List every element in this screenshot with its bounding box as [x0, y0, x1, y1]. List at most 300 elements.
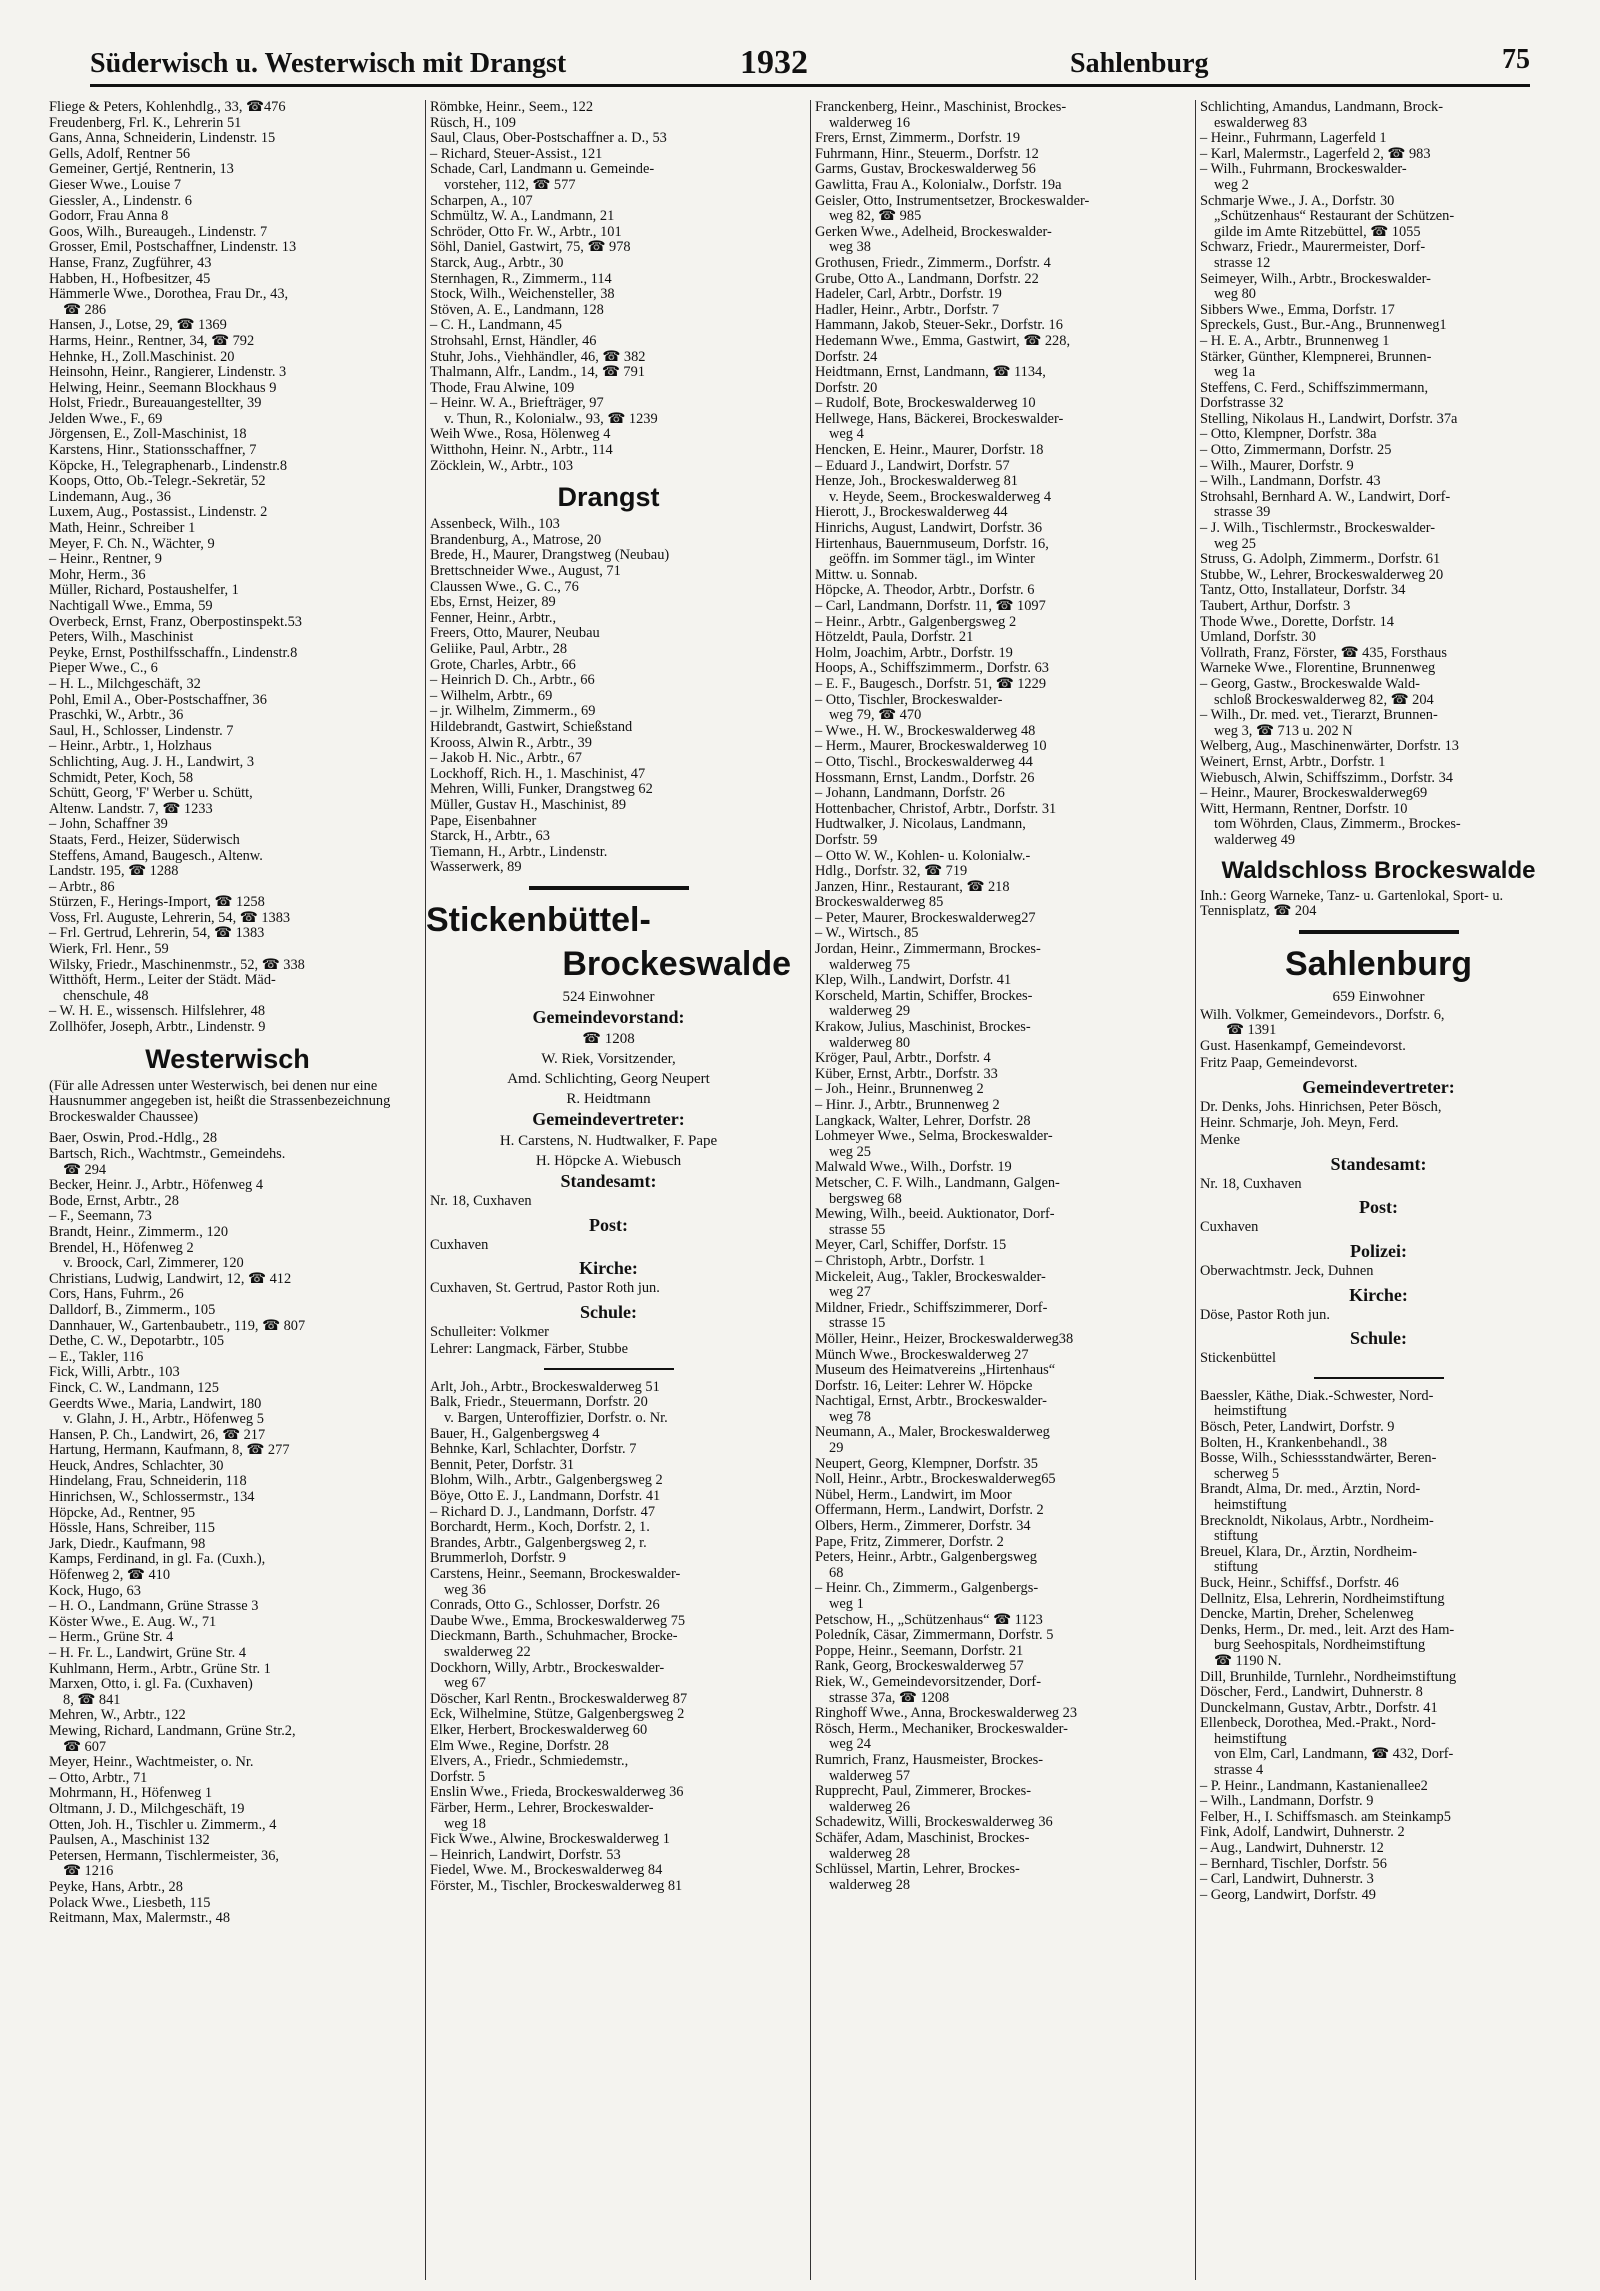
directory-entry: Schlüssel, Martin, Lehrer, Brockes- [815, 1862, 1020, 1878]
directory-entry: strasse 37a, ☎ 1208 [829, 1690, 950, 1706]
directory-entry: walderweg 16 [829, 115, 911, 131]
directory-entry: Dencke, Martin, Dreher, Schelenweg [1200, 1607, 1414, 1623]
directory-entry: Weih Wwe., Rosa, Hölenweg 4 [430, 427, 611, 443]
directory-entry: ☎ 294 [63, 1162, 107, 1178]
directory-entry: Bauer, H., Galgenbergsweg 4 [430, 1426, 600, 1442]
directory-entry: gilde im Amte Ritzebüttel, ☎ 1055 [1214, 224, 1421, 240]
directory-entry: – H. E. A., Arbtr., Brunnenweg 1 [1200, 333, 1390, 349]
directory-entry: v. Heyde, Seem., Brockeswalderweg 4 [829, 489, 1052, 505]
directory-entry: Holst, Friedr., Bureauangestellter, 39 [49, 396, 262, 412]
polizei-line: Oberwachtmstr. Jeck, Duhnen [1200, 1263, 1374, 1280]
directory-entry: Fiedel, Wwe. M., Brockeswalderweg 84 [430, 1863, 663, 1879]
directory-entry: Poledník, Cäsar, Zimmermann, Dorfstr. 5 [815, 1628, 1054, 1644]
directory-entry: Brettschneider Wwe., August, 71 [430, 564, 621, 580]
directory-entry: Gans, Anna, Schneiderin, Lindenstr. 15 [49, 131, 276, 147]
directory-entry: Otten, Joh. H., Tischler u. Zimmerm., 4 [49, 1817, 277, 1833]
directory-entry: Dorfstr. 59 [815, 832, 878, 848]
directory-entry: Hossmann, Ernst, Landm., Dorfstr. 26 [815, 770, 1035, 786]
directory-entry: Rösch, Herm., Mechaniker, Brockeswalder- [815, 1721, 1068, 1737]
directory-entry: Gieser Wwe., Louise 7 [49, 177, 182, 193]
directory-entry: – Heinr. W. A., Briefträger, 97 [430, 396, 604, 412]
directory-entry: – P. Heinr., Landmann, Kastanienallee2 [1200, 1778, 1428, 1794]
directory-entry: Goos, Wilh., Bureaugeh., Lindenstr. 7 [49, 224, 268, 240]
entry-list [1196, 100, 1561, 849]
directory-entry: Witthöft, Herm., Leiter der Städt. Mäd- [49, 973, 276, 989]
directory-entry: Fick Wwe., Alwine, Brockeswalderweg 1 [430, 1832, 670, 1848]
entry-list [426, 517, 791, 876]
header-title-left: Süderwisch u. Westerwisch mit Drangst [90, 48, 567, 79]
directory-entry: Münch Wwe., Brockeswalderweg 27 [815, 1347, 1029, 1363]
directory-entry: Mewing, Richard, Landmann, Grüne Str.2, [49, 1723, 296, 1739]
directory-entry: Elm Wwe., Regine, Dorfstr. 28 [430, 1738, 609, 1754]
directory-entry: weg 25 [1214, 536, 1256, 552]
directory-entry: Fick, Willi, Arbtr., 103 [49, 1365, 180, 1381]
header-year: 1932 [740, 44, 808, 81]
directory-entry: Stubbe, W., Lehrer, Brockeswalderweg 20 [1200, 567, 1444, 583]
gemeindevertreter-line: H. Carstens, N. Hudtwalker, F. Pape [499, 1132, 718, 1149]
directory-entry: Balk, Friedr., Steuermann, Dorfstr. 20 [430, 1395, 648, 1411]
directory-entry: Holm, Joachim, Arbtr., Dorfstr. 19 [815, 645, 1013, 661]
directory-entry: Thalmann, Alfr., Landm., 14, ☎ 791 [430, 365, 645, 381]
directory-entry: ☎ 607 [63, 1739, 107, 1755]
directory-entry: Grube, Otto A., Landmann, Dorfstr. 22 [815, 271, 1039, 287]
gemeindevorstand-title: Gemeindevorstand: [532, 1006, 685, 1027]
directory-entry: Gemeiner, Gertjé, Rentnerin, 13 [49, 162, 234, 178]
section-title-westerwisch: Westerwisch [145, 1043, 310, 1074]
standesamt-line: Nr. 18, Cuxhaven [1200, 1175, 1302, 1192]
directory-entry: Hansen, J., Lotse, 29, ☎ 1369 [49, 318, 227, 334]
directory-entry: Klep, Wilh., Landwirt, Dorfstr. 41 [815, 973, 1012, 989]
directory-entry: heimstiftung [1214, 1497, 1287, 1513]
directory-entry: Mehren, W., Arbtr., 122 [49, 1708, 186, 1724]
directory-entry: Schade, Carl, Landmann u. Gemeinde- [430, 162, 655, 178]
directory-entry: – Heinr. Ch., Zimmerm., Galgenbergs- [815, 1581, 1039, 1597]
directory-entry: Warneke Wwe., Florentine, Brunnenweg [1200, 661, 1436, 677]
directory-entry: Mehren, Willi, Funker, Drangstweg 62 [430, 782, 653, 798]
directory-entry: Witthohn, Heinr. N., Arbtr., 114 [430, 443, 613, 459]
directory-entry: Bartsch, Rich., Wachtmstr., Gemeindehs. [49, 1147, 286, 1162]
directory-entry: – Wilhelm, Arbtr., 69 [430, 688, 553, 704]
directory-entry: weg 1a [1214, 365, 1256, 381]
directory-entry: Brummerloh, Dorfstr. 9 [430, 1551, 566, 1567]
directory-entry: Spreckels, Gust., Bur.-Ang., Brunnenweg1 [1200, 318, 1447, 334]
directory-entry: Stuhr, Johs., Viehhändler, 46, ☎ 382 [430, 349, 646, 365]
directory-entry: Schlichting, Aug. J. H., Landwirt, 3 [49, 754, 255, 770]
directory-entry: Dorfstr. 16, Leiter: Lehrer W. Höpcke [815, 1378, 1033, 1394]
directory-entry: Nachtigal, Ernst, Arbtr., Brockeswalder- [815, 1394, 1047, 1410]
directory-entry: Fuhrmann, Hinr., Steuerm., Dorfstr. 12 [815, 146, 1039, 162]
directory-entry: weg 82, ☎ 985 [829, 209, 922, 225]
gemeindevertreter-line: Heinr. Schmarje, Joh. Meyn, Ferd. [1200, 1114, 1399, 1131]
entry-list [45, 1131, 410, 1926]
gemeindevorstand-line: R. Heidtmann [566, 1090, 651, 1107]
directory-entry: – J. Wilh., Tischlermstr., Brockeswalder- [1200, 521, 1436, 537]
directory-entry: Dill, Brunhilde, Turnlehr., Nordheimstiftung [1200, 1669, 1457, 1685]
directory-entry: Eck, Wilhelmine, Stütze, Galgenbergsweg 2 [430, 1707, 685, 1723]
directory-entry: Umland, Dorfstr. 30 [1200, 630, 1316, 646]
directory-entry: Schwarz, Friedr., Maurermeister, Dorf- [1200, 240, 1426, 256]
kirche-title: Kirche: [579, 1258, 638, 1279]
directory-entry: – W. H. E., wissensch. Hilfslehrer, 48 [49, 1004, 266, 1020]
directory-entry: stiftung [1214, 1529, 1258, 1545]
directory-entry: – jr. Wilhelm, Zimmerm., 69 [430, 704, 596, 720]
directory-entry: – Heinr., Rentner, 9 [49, 552, 162, 568]
directory-entry: Dunckelmann, Gustav, Arbtr., Dorfstr. 41 [1200, 1700, 1438, 1716]
directory-entry: Kröger, Paul, Arbtr., Dorfstr. 4 [815, 1051, 991, 1067]
directory-entry: Finck, C. W., Landmann, 125 [49, 1380, 219, 1396]
directory-entry: Witt, Hermann, Rentner, Dorfstr. 10 [1200, 801, 1408, 817]
gemeindevertreter-title: Gemeindevertreter: [1302, 1077, 1455, 1098]
directory-entry: Becker, Heinr. J., Arbtr., Höfenweg 4 [49, 1178, 264, 1194]
directory-entry: Starck, Aug., Arbtr., 30 [430, 255, 564, 271]
directory-entry: Ebs, Ernst, Heizer, 89 [430, 595, 556, 611]
standesamt-title: Standesamt: [1330, 1153, 1427, 1174]
directory-entry: Struss, G. Adolph, Zimmerm., Dorfstr. 61 [1200, 552, 1441, 568]
directory-entry: weg 25 [829, 1144, 871, 1160]
directory-entry: Böye, Otto E. J., Landmann, Dorfstr. 41 [430, 1489, 661, 1505]
directory-entry: Mildner, Friedr., Schiffszimmerer, Dorf- [815, 1300, 1048, 1316]
directory-entry: Staats, Ferd., Heizer, Süderwisch [49, 832, 240, 848]
directory-entry: Bennit, Peter, Dorfstr. 31 [430, 1457, 575, 1473]
directory-entry: – H. Fr. L., Landwirt, Grüne Str. 4 [49, 1646, 247, 1661]
directory-entry: Schröder, Otto Fr. W., Arbtr., 101 [430, 224, 622, 240]
directory-entry: – Carl, Landwirt, Duhnerstr. 3 [1200, 1872, 1374, 1888]
directory-entry: Offermann, Herm., Landwirt, Dorfstr. 2 [815, 1503, 1044, 1519]
directory-entry: Hötzeldt, Paula, Dorfstr. 21 [815, 630, 974, 646]
directory-entry: Bösch, Peter, Landwirt, Dorfstr. 9 [1200, 1420, 1395, 1435]
directory-entry: Döscher, Ferd., Landwirt, Duhnerstr. 8 [1200, 1685, 1423, 1701]
directory-entry: Felber, H., I. Schiffsmasch. am Steinkamp5 [1200, 1809, 1451, 1825]
directory-entry: Gerken Wwe., Adelheid, Brockeswalder- [815, 224, 1052, 240]
directory-entry: Peyke, Hans, Arbtr., 28 [49, 1879, 183, 1895]
section-title-drangst: Drangst [557, 482, 660, 513]
directory-entry: Frers, Ernst, Zimmerm., Dorfstr. 19 [815, 131, 1021, 147]
directory-entry: Hartung, Hermann, Kaufmann, 8, ☎ 277 [49, 1443, 290, 1459]
directory-entry: „Schützenhaus“ Restaurant der Schützen- [1214, 209, 1455, 225]
directory-entry: Fink, Adolf, Landwirt, Duhnerstr. 2 [1200, 1825, 1405, 1841]
directory-entry: Tiemann, H., Arbtr., Lindenstr. [430, 844, 608, 860]
directory-entry: Brendel, H., Höfenweg 2 [49, 1240, 194, 1256]
gemeindevertreter-line: Menke [1200, 1132, 1240, 1149]
directory-entry: Dorfstr. 5 [430, 1769, 486, 1785]
directory-entry: Hammann, Jakob, Steuer-Sekr., Dorfstr. 16 [815, 318, 1063, 334]
directory-entry: Dorfstr. 24 [815, 349, 878, 365]
directory-entry: 8, ☎ 841 [63, 1692, 121, 1708]
directory-entry: v. Glahn, J. H., Arbtr., Höfenweg 5 [63, 1412, 264, 1428]
header-title-right: Sahlenburg [1070, 48, 1209, 79]
directory-entry: walderweg 26 [829, 1799, 911, 1815]
directory-entry: – Wilh., Maurer, Dorfstr. 9 [1200, 458, 1354, 474]
directory-entry: – Bernhard, Tischler, Dorfstr. 56 [1200, 1856, 1387, 1872]
directory-entry: Voss, Frl. Auguste, Lehrerin, 54, ☎ 1383 [49, 910, 291, 926]
directory-entry: Neupert, Georg, Klempner, Dorfstr. 35 [815, 1456, 1038, 1472]
directory-entry: Küber, Ernst, Arbtr., Dorfstr. 33 [815, 1066, 998, 1082]
directory-entry: Strohsahl, Ernst, Händler, 46 [430, 333, 597, 349]
directory-entry: – Otto, Arbtr., 71 [49, 1770, 148, 1786]
directory-entry: – John, Schaffner 39 [49, 817, 168, 833]
directory-entry: Stöven, A. E., Landmann, 128 [430, 302, 604, 318]
gemeindevorstand-phone: ☎ 1208 [582, 1030, 635, 1047]
waldschloss-text: Inh.: Georg Warneke, Tanz- u. Gartenlokal, Sport- u. Tennisplatz, ☎ 204 [1200, 887, 1504, 920]
directory-entry: Hdlg., Dorfstr. 32, ☎ 719 [815, 864, 968, 880]
directory-entry: – Heinr., Maurer, Brockeswalderweg69 [1200, 786, 1428, 802]
directory-entry: Lohmeyer Wwe., Selma, Brockeswalder- [815, 1129, 1053, 1145]
directory-entry: Mittw. u. Sonnab. [815, 567, 918, 583]
directory-entry: – C. H., Landmann, 45 [430, 318, 562, 334]
directory-entry: von Elm, Carl, Landmann, ☎ 432, Dorf- [1214, 1747, 1454, 1763]
directory-entry: Praschki, W., Arbtr., 36 [49, 708, 184, 724]
section-title-sahlenburg: Sahlenburg [1284, 944, 1473, 983]
directory-entry: Taubert, Arthur, Dorfstr. 3 [1200, 599, 1351, 614]
directory-entry: – Rudolf, Bote, Brockeswalderweg 10 [815, 396, 1036, 412]
directory-entry: Pape, Fritz, Zimmerer, Dorfstr. 2 [815, 1534, 1004, 1550]
directory-entry: Kamps, Ferdinand, in gl. Fa. (Cuxh.), [49, 1552, 266, 1568]
directory-entry: Wiebusch, Alwin, Schiffszimm., Dorfstr. 34 [1200, 770, 1453, 786]
directory-entry: – Wilh., Landmann, Dorfstr. 43 [1200, 474, 1381, 490]
schule-title: Schule: [1349, 1328, 1407, 1349]
directory-entry: walderweg 28 [829, 1846, 911, 1862]
directory-entry: Fenner, Heinr., Arbtr., [430, 610, 557, 626]
directory-entry: Karstens, Hinr., Stationsschaffner, 7 [49, 443, 257, 459]
directory-entry: Hehnke, H., Zoll.Maschinist. 20 [49, 349, 235, 365]
directory-entry: Stelling, Nikolaus H., Landwirt, Dorfstr. 37a [1200, 411, 1458, 427]
directory-entry: swalderweg 22 [444, 1644, 531, 1660]
directory-entry: bergsweg 68 [829, 1191, 902, 1207]
directory-entry: weg 27 [829, 1285, 871, 1301]
directory-entry: weg 78 [829, 1409, 871, 1425]
directory-entry: Elker, Herbert, Brockeswalderweg 60 [430, 1722, 648, 1738]
directory-entry: strasse 55 [829, 1222, 886, 1238]
directory-entry: Noll, Heinr., Arbtr., Brockeswalderweg65 [815, 1472, 1056, 1488]
directory-entry: Geliike, Paul, Arbtr., 28 [430, 642, 568, 657]
directory-entry: Hössle, Hans, Schreiber, 115 [49, 1521, 215, 1537]
directory-entry: weg 38 [829, 240, 871, 256]
column-1 [45, 100, 410, 2280]
directory-entry: burg Seehospitals, Nordheimstiftung [1214, 1638, 1426, 1654]
directory-entry: Dorfstr. 20 [815, 380, 878, 396]
page-number: 75 [1502, 44, 1530, 75]
entry-list [1196, 1389, 1561, 1904]
directory-entry: Heinsohn, Heinr., Rangierer, Lindenstr. 3 [49, 365, 287, 381]
gemeindevorstand-line: Fritz Paap, Gemeindevorst. [1200, 1055, 1358, 1072]
directory-columns [45, 100, 1565, 2280]
directory-entry: – Peter, Maurer, Brockeswalderweg27 [815, 910, 1036, 926]
directory-entry: Brandt, Heinr., Zimmerm., 120 [49, 1224, 229, 1240]
directory-entry: Thode, Frau Alwine, 109 [430, 380, 575, 396]
schule-line: Stickenbüttel [1200, 1350, 1276, 1367]
directory-entry: Hinrichs, August, Landwirt, Dorfstr. 36 [815, 521, 1043, 537]
schule-line: Schulleiter: Volkmer [430, 1323, 549, 1340]
directory-entry: – Arbtr., 86 [49, 879, 115, 895]
directory-entry: Dieckmann, Barth., Schuhmacher, Brocke- [430, 1629, 678, 1645]
directory-entry: Koops, Otto, Ob.-Telegr.-Sekretär, 52 [49, 474, 266, 490]
directory-entry: Steffens, Amand, Baugesch., Altenw. [49, 848, 263, 864]
directory-entry: Helwing, Heinr., Seemann Blockhaus 9 [49, 380, 277, 396]
directory-entry: weg 3, ☎ 713 u. 202 N [1214, 723, 1353, 739]
directory-entry: Höfenweg 2, ☎ 410 [49, 1568, 171, 1584]
directory-entry: – Carl, Landmann, Dorfstr. 11, ☎ 1097 [815, 599, 1046, 614]
directory-entry: Peyke, Ernst, Posthilfsschaffn., Lindenstr.8 [49, 645, 298, 661]
directory-entry: – Jakob H. Nic., Arbtr., 67 [430, 751, 582, 767]
directory-entry: Dockhorn, Willy, Arbtr., Brockeswalder- [430, 1660, 665, 1676]
directory-entry: Jark, Diedr., Kaufmann, 98 [49, 1536, 206, 1552]
directory-entry: – Eduard J., Landwirt, Dorfstr. 57 [815, 458, 1010, 474]
directory-entry: Hansen, P. Ch., Landwirt, 26, ☎ 217 [49, 1427, 266, 1443]
directory-entry: geöffn. im Sommer tägl., im Winter [829, 552, 1035, 568]
directory-entry: Stock, Wilh., Weichensteller, 38 [430, 287, 615, 303]
directory-entry: Müller, Gustav H., Maschinist, 89 [430, 797, 627, 813]
directory-entry: Malwald Wwe., Wilh., Dorfstr. 19 [815, 1160, 1012, 1176]
directory-entry: scherweg 5 [1214, 1466, 1280, 1482]
directory-entry: – Karl, Malermstr., Lagerfeld 2, ☎ 983 [1200, 146, 1431, 162]
directory-entry: Cors, Hans, Fuhrm., 26 [49, 1287, 184, 1303]
directory-entry: Mickeleit, Aug., Takler, Brockeswalder- [815, 1269, 1046, 1285]
column-4 [1195, 100, 1561, 2280]
polizei-title: Polizei: [1350, 1241, 1407, 1262]
directory-entry: Janzen, Hinr., Restaurant, ☎ 218 [815, 879, 1010, 895]
directory-entry: Enslin Wwe., Frieda, Brockeswalderweg 36 [430, 1785, 684, 1801]
directory-entry: Köster Wwe., E. Aug. W., 71 [49, 1614, 217, 1630]
directory-entry: – Georg, Gastw., Brockeswalde Wald- [1200, 676, 1420, 692]
directory-entry: Blohm, Wilh., Arbtr., Galgenbergsweg 2 [430, 1473, 663, 1489]
directory-entry: Weinert, Ernst, Arbtr., Dorfstr. 1 [1200, 754, 1386, 770]
directory-entry: strasse 39 [1214, 505, 1271, 521]
directory-entry: Kock, Hugo, 63 [49, 1583, 141, 1599]
directory-entry: Meyer, Heinr., Wachtmeister, o. Nr. [49, 1755, 254, 1771]
directory-entry: Conrads, Otto G., Schlosser, Dorfstr. 26 [430, 1598, 660, 1614]
directory-entry: Rumrich, Franz, Hausmeister, Brockes- [815, 1752, 1044, 1768]
directory-entry: Zöcklein, W., Arbtr., 103 [430, 458, 574, 474]
directory-entry: Schmidt, Peter, Koch, 58 [49, 770, 194, 786]
directory-entry: Geisler, Otto, Instrumentsetzer, Brockeswalder- [815, 193, 1090, 209]
post-line: Cuxhaven [1200, 1219, 1259, 1236]
directory-entry: Mohrmann, H., Höfenweg 1 [49, 1786, 213, 1802]
directory-entry: Möller, Heinr., Heizer, Brockeswalderweg38 [815, 1331, 1074, 1347]
directory-entry: Gawlitta, Frau A., Kolonialw., Dorfstr. 19a [815, 177, 1062, 193]
directory-entry: Baer, Oswin, Prod.-Hdlg., 28 [49, 1131, 218, 1147]
directory-entry: Pieper Wwe., C., 6 [49, 661, 158, 677]
section-divider [1299, 930, 1459, 934]
directory-entry: – Christoph, Arbtr., Dorfstr. 1 [815, 1253, 986, 1269]
directory-entry: – Wilh., Fuhrmann, Brockeswalder- [1200, 162, 1407, 178]
directory-entry: Jordan, Heinr., Zimmermann, Brockes- [815, 942, 1041, 958]
directory-entry: walderweg 29 [829, 1004, 911, 1020]
directory-entry: weg 67 [444, 1676, 486, 1692]
directory-entry: Brede, H., Maurer, Drangstweg (Neubau) [430, 548, 670, 564]
directory-entry: – Johann, Landmann, Dorfstr. 26 [815, 786, 1005, 802]
directory-entry: – Heinrich D. Ch., Arbtr., 66 [430, 673, 595, 689]
directory-entry: Seimeyer, Wilh., Arbtr., Brockeswalder- [1200, 271, 1431, 287]
directory-entry: – Wilh., Dr. med. vet., Tierarzt, Brunnen- [1200, 708, 1438, 724]
directory-entry: Schütt, Georg, 'F' Werber u. Schütt, [49, 786, 253, 802]
directory-entry: Daube Wwe., Emma, Brockeswalderweg 75 [430, 1613, 686, 1629]
directory-entry: Schäfer, Adam, Maschinist, Brockes- [815, 1830, 1030, 1846]
directory-entry: v. Thun, R., Kolonialw., 93, ☎ 1239 [444, 411, 658, 427]
directory-entry: Henze, Joh., Brockeswalderweg 81 [815, 474, 1019, 490]
directory-entry: Peters, Heinr., Arbtr., Galgenbergsweg [815, 1550, 1037, 1566]
directory-entry: Schadewitz, Willi, Brockeswalderweg 36 [815, 1815, 1053, 1831]
gemeindevorstand-line: Amd. Schlichting, Georg Neupert [507, 1070, 710, 1087]
directory-entry: Reitmann, Max, Malermstr., 48 [49, 1911, 231, 1927]
directory-entry: Hottenbacher, Christof, Arbtr., Dorfstr. 31 [815, 801, 1057, 817]
directory-entry: Carstens, Heinr., Seemann, Brockeswalder- [430, 1567, 681, 1582]
standesamt-title: Standesamt: [560, 1170, 657, 1191]
directory-entry: Hämmerle Wwe., Dorothea, Frau Dr., 43, [49, 287, 289, 303]
directory-entry: Breuel, Klara, Dr., Ärztin, Nordheim- [1200, 1544, 1417, 1560]
directory-entry: weg 4 [829, 427, 864, 443]
directory-entry: Hierott, J., Brockeswalderweg 44 [815, 505, 1008, 521]
directory-entry: Mewing, Wilh., beeid. Auktionator, Dorf- [815, 1207, 1055, 1223]
directory-entry: Grothusen, Friedr., Zimmerm., Dorfstr. 4 [815, 255, 1051, 271]
schule-title: Schule: [579, 1301, 637, 1322]
directory-entry: Luxem, Aug., Postassist., Lindenstr. 2 [49, 505, 268, 521]
directory-entry: Museum des Heimatvereins „Hirtenhaus“ [815, 1363, 1056, 1379]
directory-entry: Strohsahl, Bernhard A. W., Landwirt, Dorf- [1200, 489, 1451, 505]
gemeindevertreter-title: Gemeindevertreter: [532, 1108, 685, 1129]
kirche-title: Kirche: [1349, 1284, 1408, 1305]
directory-entry: Petschow, H., „Schützenhaus“ ☎ 1123 [815, 1612, 1043, 1628]
directory-entry: Hanse, Franz, Zugführer, 43 [49, 255, 212, 271]
gemeindevertreter-line: H. Höpcke A. Wiebusch [535, 1152, 682, 1169]
directory-entry: weg 1 [829, 1597, 864, 1612]
directory-entry: Steffens, C. Ferd., Schiffszimmermann, [1200, 380, 1429, 396]
directory-entry: Stärker, Günther, Klempnerei, Brunnen- [1200, 349, 1432, 365]
section-divider [544, 1368, 674, 1370]
directory-entry: Hildebrandt, Gastwirt, Schießstand [430, 719, 633, 735]
directory-entry: Grosser, Emil, Postschaffner, Lindenstr. 13 [49, 240, 297, 256]
directory-entry: Schlichting, Amandus, Landmann, Brock- [1200, 100, 1444, 115]
directory-entry: Köpcke, H., Telegraphenarb., Lindenstr.8 [49, 458, 288, 474]
directory-entry: Krakow, Julius, Maschinist, Brockes- [815, 1020, 1031, 1036]
directory-entry: Borchardt, Herm., Koch, Dorfstr. 2, 1. [430, 1520, 650, 1536]
directory-entry: Wilsky, Friedr., Maschinenmstr., 52, ☎ 338 [49, 957, 305, 973]
directory-entry: weg 2 [1214, 177, 1249, 193]
directory-entry: strasse 12 [1214, 255, 1271, 271]
directory-entry: v. Bargen, Unteroffizier, Dorfstr. o. Nr. [444, 1411, 668, 1427]
directory-entry: 29 [829, 1441, 844, 1457]
directory-entry: Behnke, Karl, Schlachter, Dorfstr. 7 [430, 1442, 637, 1458]
directory-entry: Höpcke, A. Theodor, Arbtr., Dorfstr. 6 [815, 583, 1035, 599]
directory-entry: Baessler, Käthe, Diak.-Schwester, Nord- [1200, 1388, 1434, 1404]
directory-entry: Rüsch, H., 109 [430, 115, 516, 131]
directory-entry: Dalldorf, B., Zimmerm., 105 [49, 1302, 216, 1318]
directory-entry: Freers, Otto, Maurer, Neubau [430, 626, 600, 642]
directory-entry: – Aug., Landwirt, Duhnerstr. 12 [1200, 1841, 1384, 1857]
directory-entry: Buck, Heinr., Schiffsf., Dorfstr. 46 [1200, 1575, 1399, 1591]
directory-entry: – Frl. Gertrud, Lehrerin, 54, ☎ 1383 [49, 926, 265, 942]
column-3 [810, 100, 1176, 2280]
directory-entry: Saul, H., Schlosser, Lindenstr. 7 [49, 723, 234, 739]
entry-list [426, 1380, 791, 1895]
directory-entry: Vollrath, Franz, Förster, ☎ 435, Forsthaus [1200, 645, 1447, 661]
directory-entry: ☎ 1190 N. [1214, 1653, 1282, 1669]
directory-entry: Franckenberg, Heinr., Maschinist, Brockes- [815, 100, 1067, 115]
directory-entry: – Otto, Tischl., Brockeswalderweg 44 [815, 754, 1033, 770]
directory-entry: Söhl, Daniel, Gastwirt, 75, ☎ 978 [430, 240, 631, 256]
directory-entry: Paulsen, A., Maschinist 132 [49, 1833, 210, 1849]
directory-entry: Overbeck, Ernst, Franz, Oberpostinspekt.53 [49, 614, 302, 630]
directory-entry: – H. O., Landmann, Grüne Strasse 3 [49, 1599, 259, 1615]
directory-entry: Elvers, A., Friedr., Schmiedemstr., [430, 1754, 629, 1770]
directory-entry: v. Broock, Carl, Zimmerer, 120 [63, 1256, 244, 1272]
directory-entry: Scharpen, A., 107 [430, 193, 533, 209]
directory-entry: Hinrichsen, W., Schlossermstr., 134 [49, 1490, 255, 1506]
directory-entry: Brandes, Arbtr., Galgenbergsweg 2, r. [430, 1535, 647, 1551]
section-title-brockeswalde: Brockeswalde [562, 944, 791, 983]
directory-entry: Saul, Claus, Ober-Postschaffner a. D., 53 [430, 131, 667, 147]
directory-entry: Denks, Herm., Dr. med., leit. Arzt des Ham- [1200, 1622, 1455, 1638]
directory-entry: Zollhöfer, Joseph, Arbtr., Lindenstr. 9 [49, 1020, 266, 1036]
